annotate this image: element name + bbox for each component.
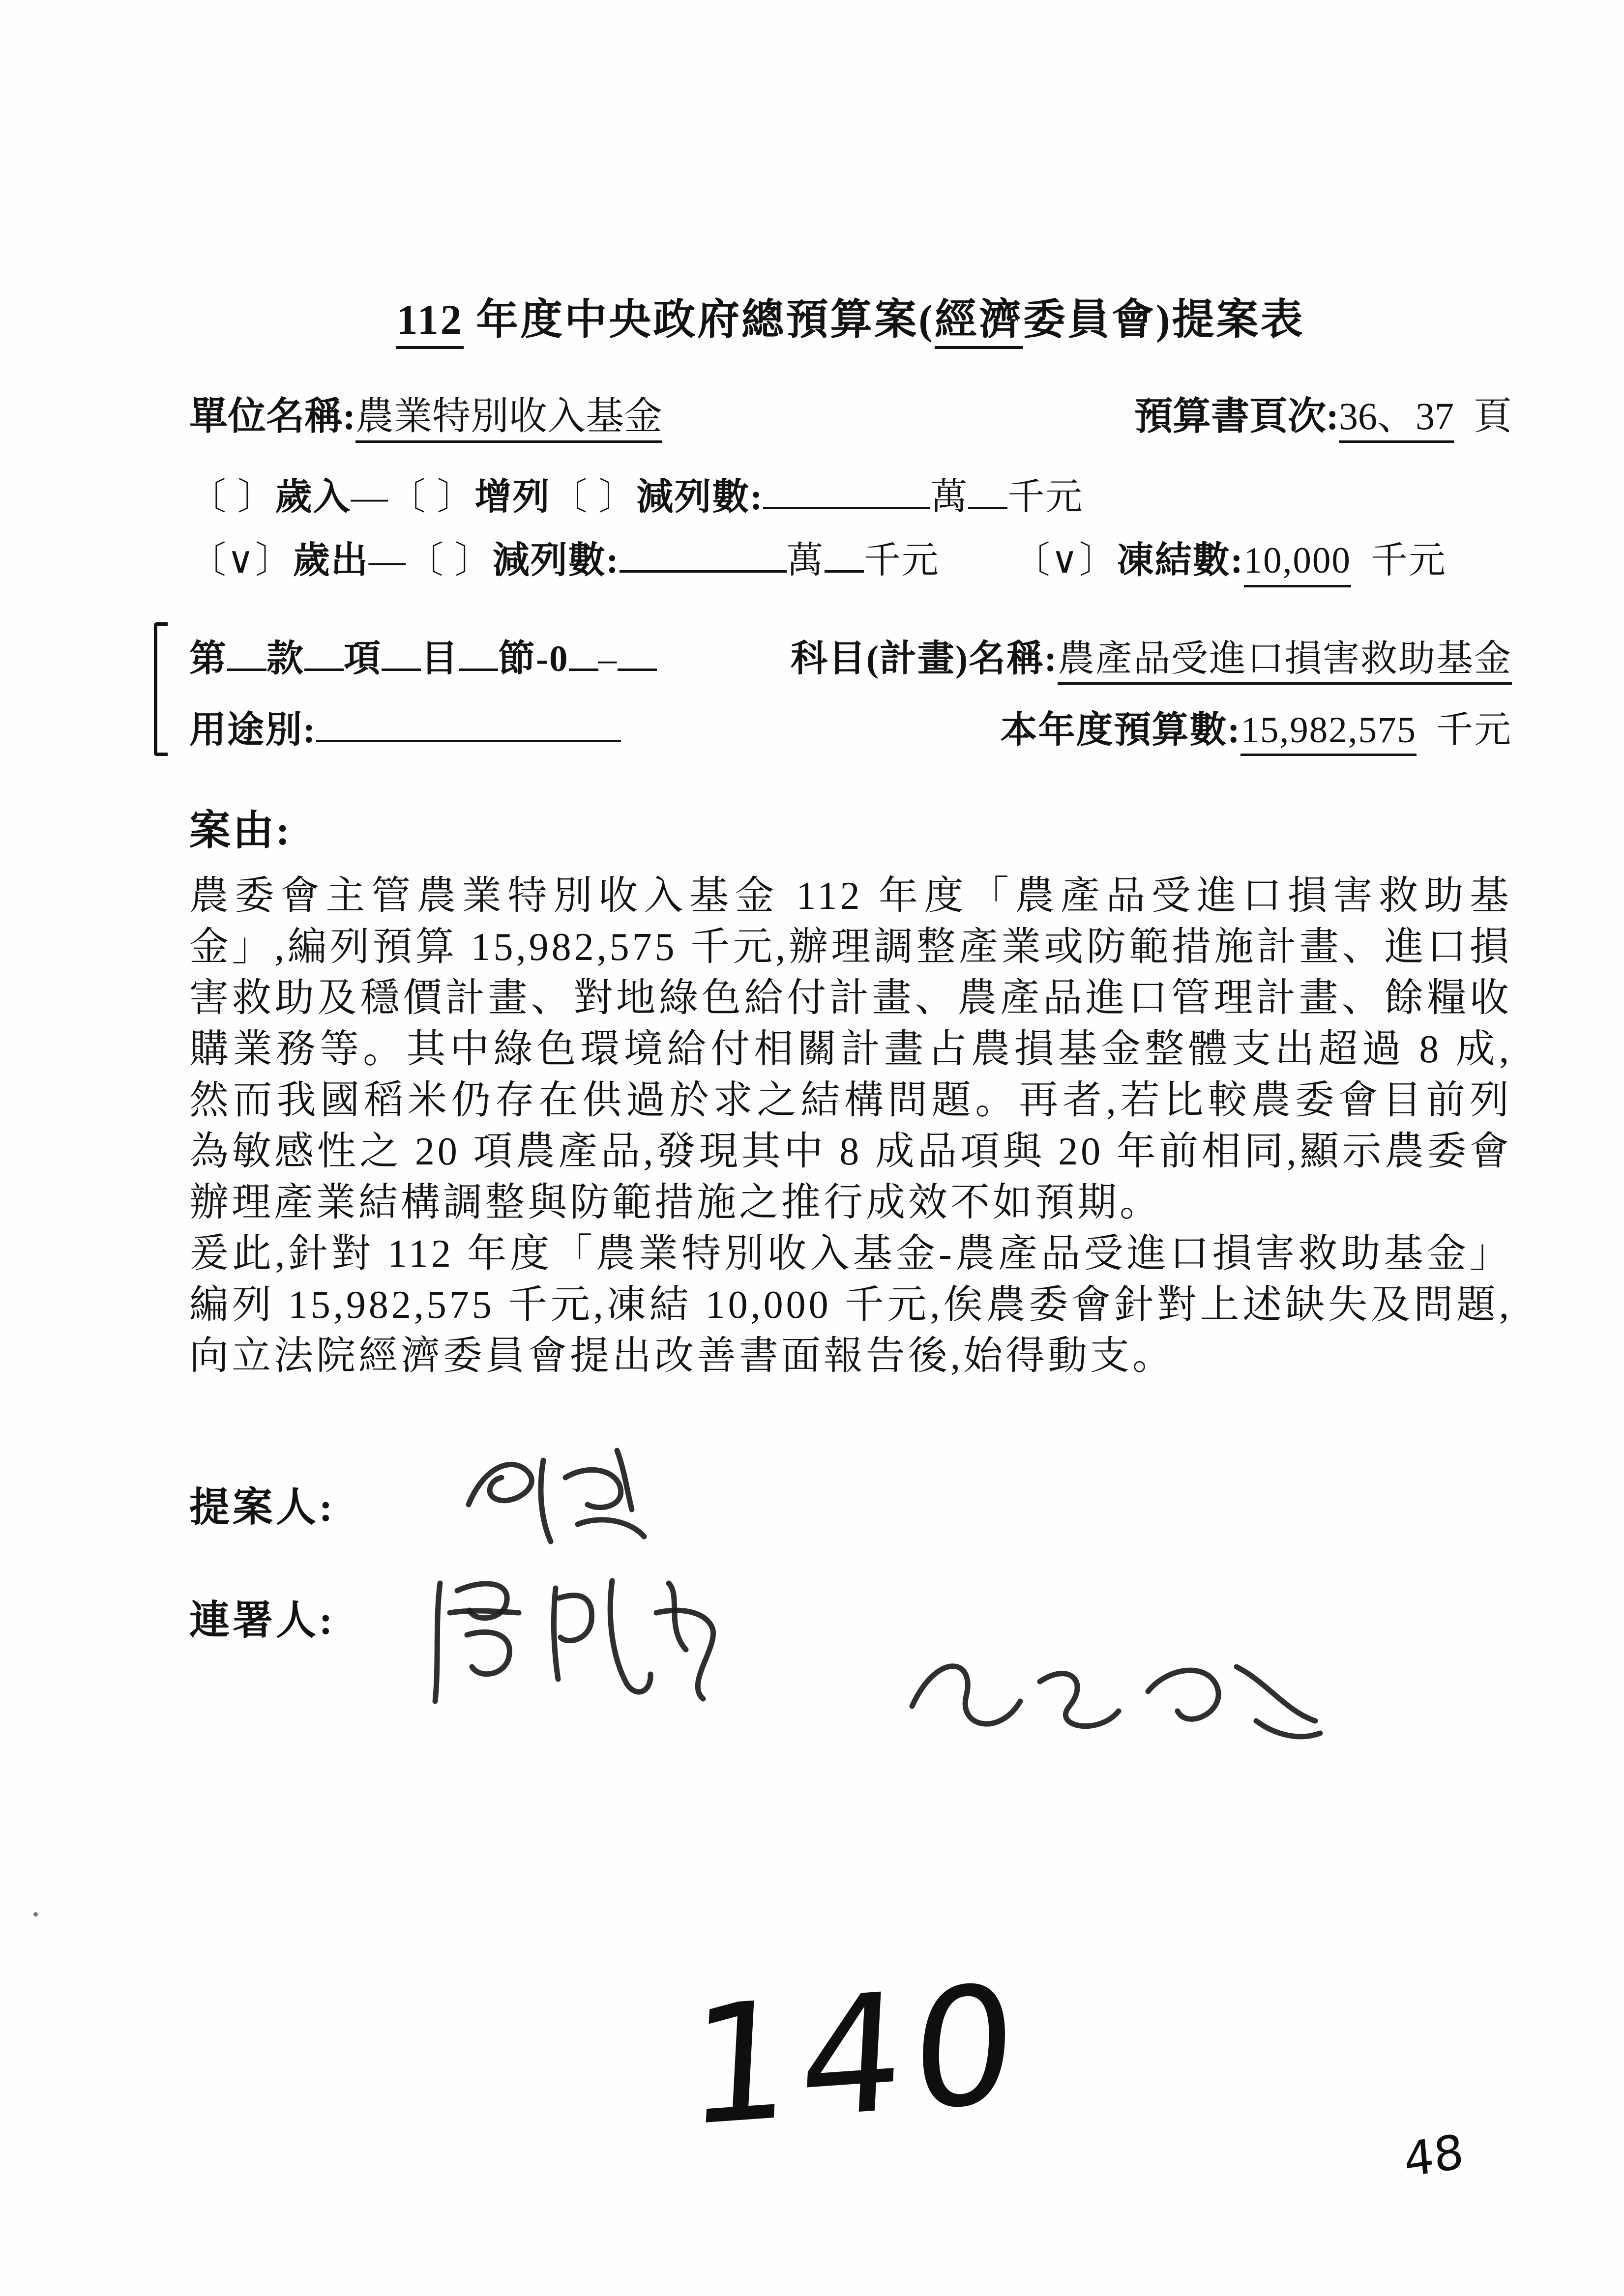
usage-label: 用途別: — [189, 710, 316, 751]
proposer-signature — [455, 1431, 661, 1559]
item-seg-kuan: 款 — [266, 639, 305, 679]
corner-page-number: 48 — [1401, 2123, 1466, 2188]
revenue-amount-blank-2 — [968, 472, 1007, 509]
budget-amount-label: 本年度預算數: — [1000, 710, 1241, 751]
cosigner-signature-1 — [420, 1554, 725, 1721]
budget-amount-group — [1001, 700, 1512, 753]
proposer-label: 提案人: — [189, 1485, 336, 1530]
case-paragraph-2: 爰此,針對 112 年度「農業特別收入基金-農產品受進口損害救助基金」編列 15,982,575 千元,凍結 10,000 千元,俟農委會針對上述缺失及問題,向立法院經濟委員會提出改善書面報告後,始得動支。 — [189, 1232, 1512, 1378]
item-row — [189, 629, 1512, 682]
budget-book-page-suffix: 頁 — [1473, 395, 1512, 437]
expense-amount-blank — [620, 536, 787, 573]
subject-group — [791, 629, 1512, 682]
handwritten-page-number: 140 — [683, 1948, 1030, 2163]
revenue-dash: — — [351, 477, 389, 518]
title-part2: 委員會)提案表 — [1023, 296, 1305, 343]
usage-blank — [316, 705, 621, 742]
revenue-reduce-checkbox: 〔 〕 — [550, 477, 637, 518]
freeze-checkbox-checked: 〔∨〕 — [1013, 540, 1117, 581]
item-blank-1 — [227, 634, 266, 671]
revenue-row — [189, 467, 1512, 520]
item-blank-6 — [618, 634, 657, 671]
revenue-amount-blank — [763, 472, 930, 509]
scan-artifact-dot — [33, 1912, 38, 1917]
unit-name-value: 農業特別收入基金 — [355, 395, 662, 443]
item-seg-mu: 目 — [421, 639, 459, 679]
left-bracket — [154, 622, 168, 756]
cosigner-signature-2 — [892, 1623, 1335, 1770]
expense-dash: — — [368, 540, 407, 581]
unit-name-label: 單位名稱: — [189, 395, 355, 437]
usage-row — [189, 700, 1512, 753]
item-seg-xiang: 項 — [344, 639, 382, 679]
signature-area — [189, 1460, 1512, 1903]
title-committee: 經濟 — [935, 296, 1023, 349]
revenue-reduce-label: 減列數: — [636, 477, 764, 518]
title-year: 112 — [396, 296, 463, 349]
budget-amount-value: 15,982,575 — [1240, 710, 1417, 756]
cosigner-label: 連署人: — [189, 1598, 336, 1643]
unit-row — [189, 385, 1512, 440]
expense-reduce-label: 減列數: — [492, 540, 620, 581]
freeze-unit: 千元 — [1370, 540, 1447, 581]
freeze-value: 10,000 — [1244, 540, 1351, 587]
revenue-add-checkbox: 〔 〕 — [388, 477, 475, 518]
expense-amount-blank-2 — [825, 536, 864, 573]
budget-book-page-value: 36、37 — [1339, 395, 1454, 443]
item-blank-5 — [569, 634, 598, 671]
budget-amount-unit: 千元 — [1436, 710, 1512, 751]
freeze-label: 凍結數: — [1117, 540, 1244, 581]
expense-label: 歲出 — [293, 540, 369, 581]
subject-value: 農產品受進口損害救助基金 — [1058, 639, 1512, 685]
case-paragraph-1: 農委會主管農業特別收入基金 112 年度「農產品受進口損害救助基金」,編列預算 15,982,575 千元,辦理調整產業或防範措施計畫、進口損害救助及穩價計畫、對地綠色給付計畫、農產品進口管理計畫、餘糧收購業務等。其中綠色環境給付相關計畫占農損基金整體支出超過 8 成,然而我國稻米仍存在供過於求之結構問題。再者,若比較農委會目前列為敏感性之 20 項農產品,發現其中 8 成品項與 20 年前相同,顯示農委會辦理產業結構調整與防範措施之推行成效不如預期。 — [189, 874, 1512, 1224]
revenue-unit-qianyuan: 千元 — [1007, 477, 1084, 518]
case-heading: 案由: — [189, 808, 292, 854]
expense-reduce-checkbox: 〔 〕 — [406, 540, 493, 581]
document-content — [189, 285, 1512, 1903]
expense-checkbox-checked: 〔∨〕 — [189, 540, 293, 581]
budget-book-page-group — [1134, 385, 1512, 440]
item-seg-dash: – — [598, 639, 618, 679]
revenue-label: 歲入 — [275, 477, 351, 518]
revenue-checkbox: 〔 〕 — [189, 477, 275, 518]
case-body — [189, 871, 1512, 1382]
revenue-add-label: 增列 — [474, 477, 551, 518]
expense-row — [189, 531, 1512, 587]
item-seg-kuan-prefix: 第 — [189, 639, 228, 679]
expense-unit-wan: 萬 — [786, 540, 825, 581]
revenue-unit-wan: 萬 — [930, 477, 969, 518]
item-blank-3 — [382, 634, 421, 671]
unit-name-group — [189, 385, 662, 440]
item-blank-2 — [304, 634, 344, 671]
subject-label: 科目(計畫)名稱: — [791, 639, 1058, 679]
expense-unit-qianyuan: 千元 — [863, 540, 940, 581]
document-title — [189, 285, 1512, 346]
item-section — [189, 629, 1512, 753]
item-seg-jie: 節-0 — [498, 639, 569, 679]
budget-book-page-label: 預算書頁次: — [1134, 395, 1339, 437]
item-blank-4 — [459, 634, 498, 671]
title-part1: 年度中央政府總預算案( — [463, 296, 935, 343]
